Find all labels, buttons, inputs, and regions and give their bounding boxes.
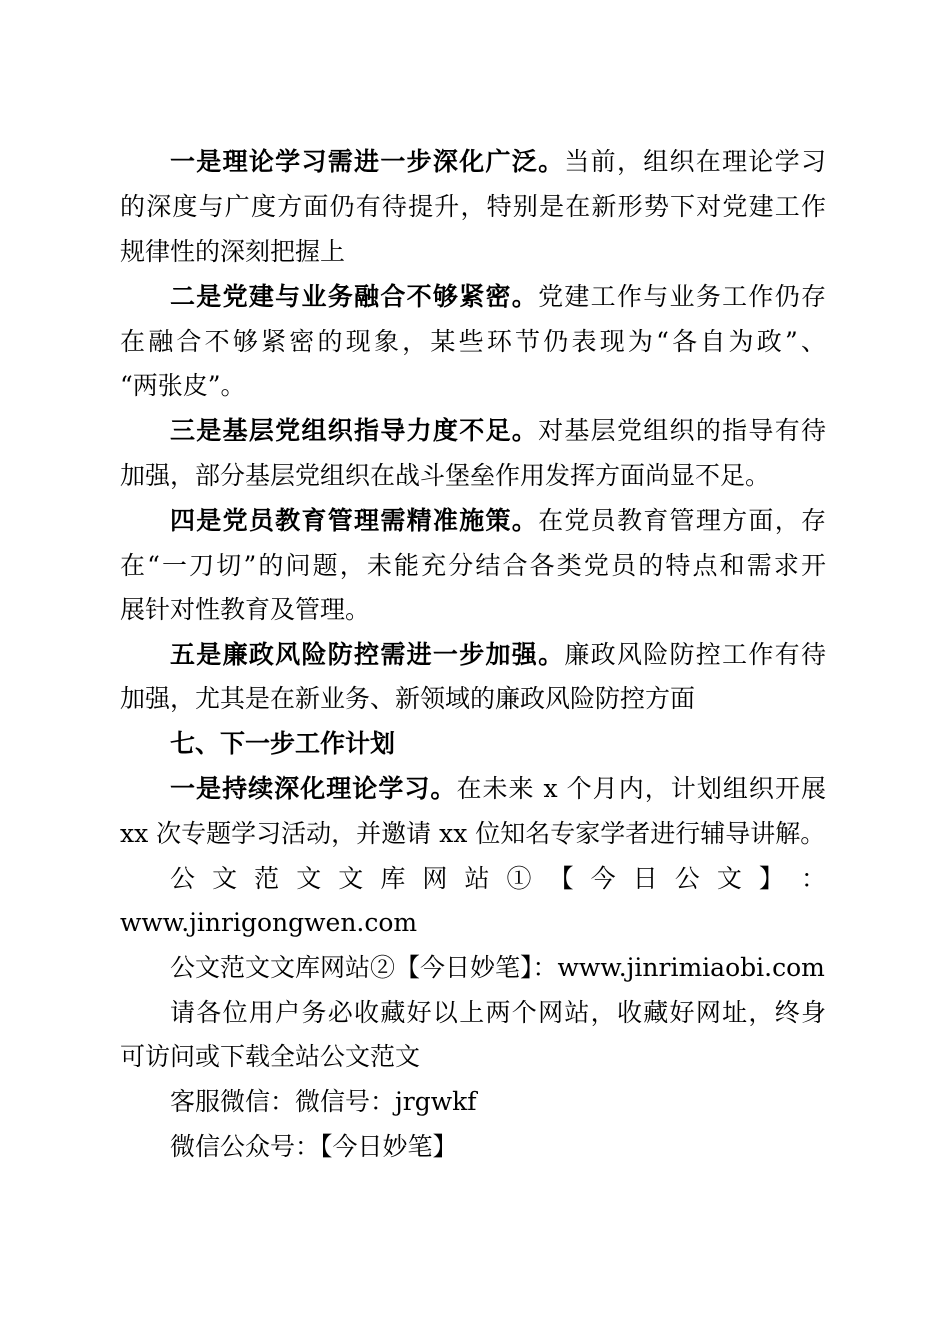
paragraph-1-line-1 (120, 142, 826, 182)
paragraph-4-text: 在党员教育管理方面，存 (538, 506, 826, 535)
plan-line-2: xx 次专题学习活动，并邀请 xx 位知名专家学者进行辅导讲解。 (120, 819, 826, 848)
paragraph-2-text: 党建工作与业务工作仍存 (538, 282, 826, 311)
paragraph-1-line-3: 规律性的深刻把握上 (120, 237, 346, 266)
paragraph-2-line-3: “两张皮”。 (120, 371, 246, 400)
promo-wechat-official: 微信公众号：【今日妙笔】 (170, 1132, 458, 1161)
promo-site-1-url[interactable]: www.jinrigongwen.com (120, 908, 418, 937)
paragraph-5-lead: 五是廉政风险防控需进一步加强。 (170, 640, 565, 669)
paragraph-1-text: 当前，组织在理论学习 (564, 147, 826, 176)
paragraph-4-line-2: 在“一刀切”的问题，未能充分结合各类党员的特点和需求开 (120, 551, 826, 580)
promo-wechat-service: 客服微信：微信号：jrgwkf (170, 1087, 477, 1116)
document-page (120, 0, 826, 1344)
paragraph-5-line-2: 加强，尤其是在新业务、新领域的廉政风险防控方面 (120, 684, 696, 713)
promo-notice-line-1: 请各位用户务必收藏好以上两个网站，收藏好网址，终身 (170, 998, 826, 1027)
promo-site-1-label: 公 文 范 文 文 库 网 站 ① 【 今 日 公 文 】 ： (170, 864, 826, 893)
paragraph-4-line-3: 展针对性教育及管理。 (120, 595, 371, 624)
paragraph-5-line-1 (120, 635, 826, 675)
plan-text: 在未来 x 个月内，计划组织开展 (456, 774, 826, 803)
paragraph-1-line-2: 的深度与广度方面仍有待提升，特别是在新形势下对党建工作 (120, 192, 826, 221)
section-heading: 七、下一步工作计划 (170, 729, 396, 758)
plan-line-1 (120, 769, 826, 809)
paragraph-3-line-1 (120, 411, 826, 451)
paragraph-3-line-2: 加强，部分基层党组织在战斗堡垒作用发挥方面尚显不足。 (120, 461, 771, 490)
paragraph-3-lead: 三是基层党组织指导力度不足。 (170, 416, 539, 445)
promo-notice-line-2: 可访问或下载全站公文范文 (120, 1042, 421, 1071)
paragraph-4-lead: 四是党员教育管理需精准施策。 (170, 506, 539, 535)
paragraph-1-lead: 一是理论学习需进一步深化广泛。 (170, 147, 565, 176)
promo-site-2[interactable]: 公文范文文库网站②【今日妙笔】：www.jinrimiaobi.com (170, 953, 825, 982)
plan-lead: 一是持续深化理论学习。 (170, 774, 457, 803)
paragraph-3-text: 对基层党组织的指导有待 (538, 416, 826, 445)
paragraph-4-line-1 (120, 501, 826, 541)
paragraph-5-text: 廉政风险防控工作有待 (564, 640, 826, 669)
paragraph-2-lead: 二是党建与业务融合不够紧密。 (170, 282, 539, 311)
paragraph-2-line-1 (120, 277, 826, 317)
paragraph-2-line-2: 在融合不够紧密的现象，某些环节仍表现为“各自为政”、 (120, 327, 826, 356)
